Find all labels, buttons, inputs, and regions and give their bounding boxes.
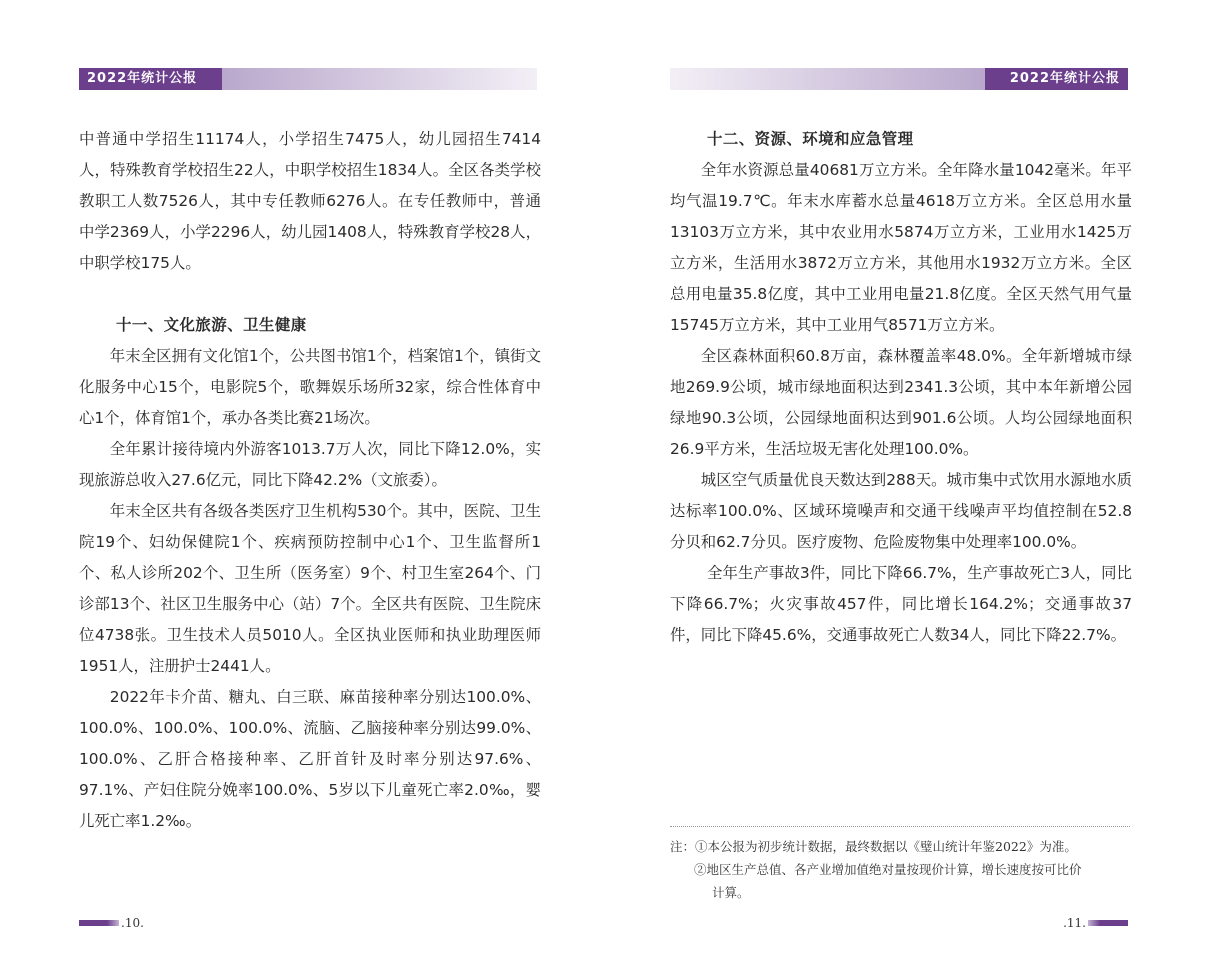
left-header-bar (79, 68, 537, 90)
left-paragraph-education: 中普通中学招生11174人，小学招生7475人，幼儿园招生7414人，特殊教育学校招生22人，中职学校招生1834人。全区各类学校教职工人数7526人，其中专任教师6276人。在专任教师中，普通中学2369人，小学2296人，幼儿园1408人，特殊教育学校28人，中职学校175人。 (79, 130, 541, 272)
footnote-1: 注：①本公报为初步统计数据，最终数据以《璧山统计年鉴2022》为准。 (670, 839, 1077, 854)
footnote-2: ②地区生产总值、各产业增加值绝对量按现价计算，增长速度按可比价 (694, 862, 1082, 877)
right-footer (1048, 916, 1128, 938)
left-page-number: .10. (121, 916, 144, 930)
right-page-body (670, 124, 1132, 651)
left-page-body (79, 124, 541, 837)
footnote-2-continued: 计算。 (712, 885, 750, 900)
left-paragraph-vaccination: 2022年卡介苗、糖丸、白三联、麻苗接种率分别达100.0%、100.0%、100.0%、100.0%、流脑、乙脑接种率分别达99.0%、100.0%、乙肝合格接种率、乙肝首针及时率分别达97.6%、97.1%、产妇住院分娩率100.0%、5岁以下儿童死亡率2.0‰，婴儿死亡率1.2‰。 (79, 688, 541, 830)
left-paragraph-medical: 年末全区共有各级各类医疗卫生机构530个。其中，医院、卫生院19个、妇幼保健院1个、疾病预防控制中心1个、卫生监督所1个、私人诊所202个、卫生所（医务室）9个、村卫生室264个、门诊部13个、社区卫生服务中心（站）7个。全区共有医院、卫生院床位4738张。卫生技术人员5010人。全区执业医师和执业助理医师1951人，注册护士2441人。 (79, 502, 541, 675)
right-paragraph-accidents: 全年生产事故3件，同比下降66.7%，生产事故死亡3人，同比下降66.7%；火灾事故457件，同比增长164.2%；交通事故37件，同比下降45.6%，交通事故死亡人数34人，同比下降22.7%。 (670, 564, 1132, 644)
left-footer (79, 916, 159, 938)
right-paragraph-forest-green: 全区森林面积60.8万亩，森林覆盖率48.0%。全年新增城市绿地269.9公顷，城市绿地面积达到2341.3公顷，其中本年新增公园绿地90.3公顷，公园绿地面积达到901.6公顷。人均公园绿地面积26.9平方米，生活垃圾无害化处理100.0%。 (670, 347, 1132, 458)
right-paragraph-water-energy: 全年水资源总量40681万立方米。全年降水量1042毫米。年平均气温19.7℃。年末水库蓄水总量4618万立方米。全区总用水量13103万立方米，其中农业用水5874万立方米，工业用水1425万立方米，生活用水3872万立方米，其他用水1932万立方米。全区总用电量35.8亿度，其中工业用电量21.8亿度。全区天然气用气量15745万立方米，其中工业用气8571万立方米。 (670, 161, 1132, 334)
right-header-bar (670, 68, 1128, 90)
left-header-title: 2022年统计公报 (87, 71, 198, 86)
footnotes (670, 826, 1130, 904)
section-title-culture-health: 十一、文化旅游、卫生健康 (115, 316, 307, 334)
left-paragraph-tourism: 全年累计接待境内外游客1013.7万人次，同比下降12.0%，实现旅游总收入27.6亿元，同比下降42.2%（文旅委）。 (79, 440, 541, 489)
right-paragraph-air-quality: 城区空气质量优良天数达到288天。城市集中式饮用水源地水质达标率100.0%、区域环境噪声和交通干线噪声平均值控制在52.8分贝和62.7分贝。医疗废物、危险废物集中处理率100.0%。 (670, 471, 1132, 551)
right-header-title: 2022年统计公报 (1009, 71, 1120, 86)
right-page-number: .11. (1063, 916, 1086, 930)
section-title-resources-environment: 十二、资源、环境和应急管理 (706, 130, 914, 148)
left-paragraph-culture: 年末全区拥有文化馆1个，公共图书馆1个，档案馆1个，镇街文化服务中心15个，电影院5个，歌舞娱乐场所32家，综合性体育中心1个，体育馆1个，承办各类比赛21场次。 (79, 347, 541, 427)
right-footer-bar (1088, 920, 1128, 926)
left-footer-bar (79, 920, 119, 926)
